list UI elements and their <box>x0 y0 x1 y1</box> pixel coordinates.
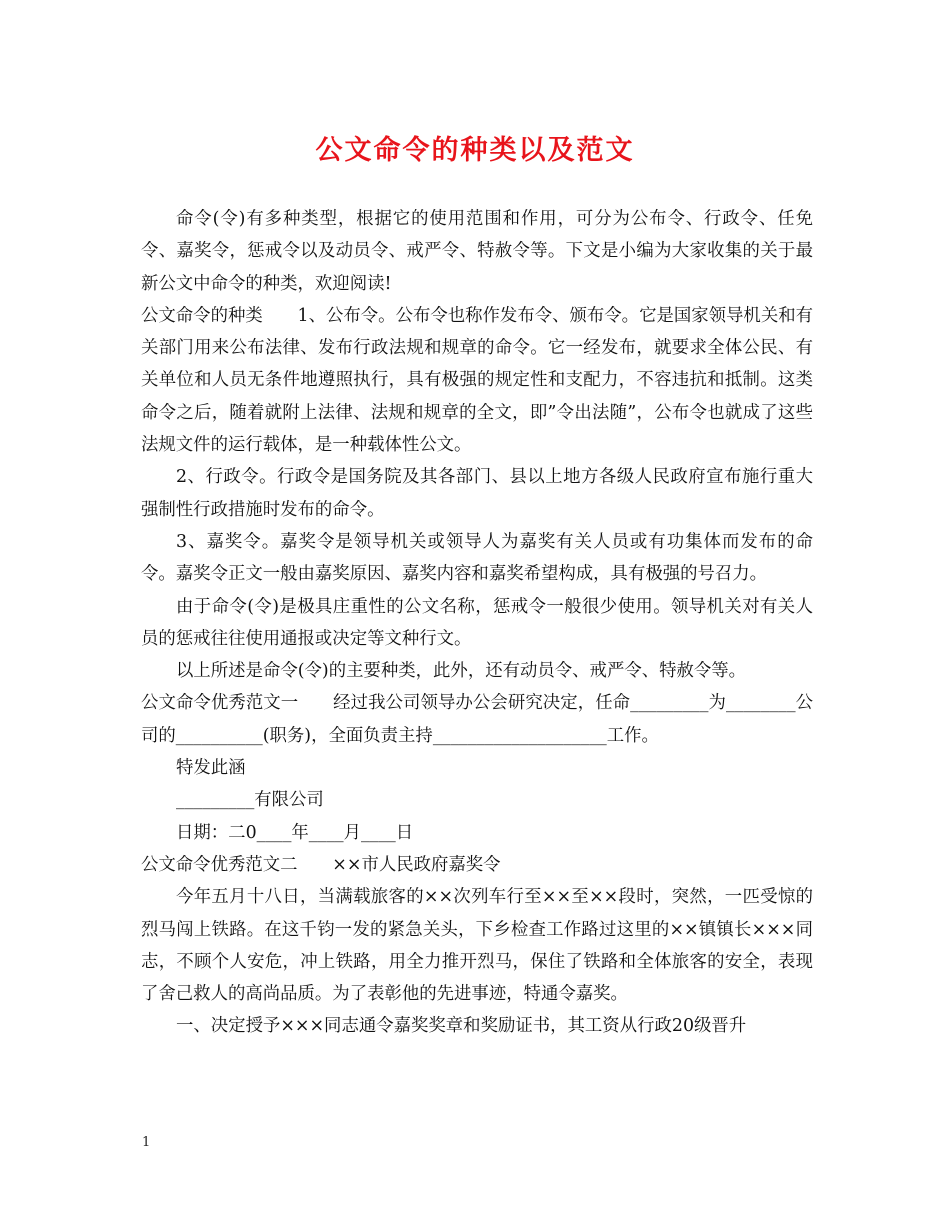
paragraph-intro: 命令(令)有多种类型，根据它的使用范围和作用，可分为公布令、行政令、任免令、嘉奖令，惩戒令以及动员令、戒严令、特赦令等。下文是小编为大家收集的关于最新公文中命令的种类，欢迎阅读! <box>141 209 813 294</box>
paragraph-disciplinary-order: 由于命令(令)是极具庄重性的公文名称，惩戒令一般很少使用。领导机关对有关人员的惩戒往往使用通报或决定等文种行文。 <box>141 596 813 649</box>
page-number: 1 <box>142 1135 151 1150</box>
document-title: 公文命令的种类以及范文 <box>315 135 635 166</box>
paragraph-summary: 以上所述是命令(令)的主要种类，此外，还有动员令、戒严令、特赦令等。 <box>176 661 747 682</box>
document-body <box>141 203 813 1043</box>
paragraph-decision-one: 一、决定授予×××同志通令嘉奖奖章和奖励证书，其工资从行政20级晋升 <box>176 1016 747 1037</box>
paragraph-special-notice: 特发此涵 <box>176 758 246 779</box>
paragraph-commendation-order: 3、嘉奖令。嘉奖令是领导机关或领导人为嘉奖有关人员或有功集体而发布的命令。嘉奖令正文一般由嘉奖原因、嘉奖内容和嘉奖希望构成，具有极强的号召力。 <box>141 531 813 585</box>
paragraph-example-two: 公文命令优秀范文二 ××市人民政府嘉奖令 <box>141 854 501 875</box>
paragraph-types-heading: 公文命令的种类 1、公布令。公布令也称作发布令、颁布令。它是国家领导机关和有关部门用来公布法律、发布行政法规和规章的命令。它一经发布，就要求全体公民、有关单位和人员无条件地遵照执行，具有极强的规定性和支配力，不容违抗和抵制。这类命令之后，随着就附上法律、法规和规章的全文，即”令出法随”，公布令也就成了这些法规文件的运行载体，是一种载体性公文。 <box>141 305 813 456</box>
paragraph-administrative-order: 2、行政令。行政令是国务院及其各部门、县以上地方各级人民政府宣布施行重大强制性行政措施时发布的命令。 <box>141 467 813 520</box>
paragraph-date: 日期：二0____年____月____日 <box>176 822 414 843</box>
paragraph-company-signature: _________有限公司 <box>176 790 324 811</box>
paragraph-example-two-body: 今年五月十八日，当满载旅客的××次列车行至××至××段时，突然，一匹受惊的烈马闯上铁路。在这千钧一发的紧急关头，下乡检查工作路过这里的××镇镇长×××同志，不顾个人安危，冲上铁路，用全力推开烈马，保住了铁路和全体旅客的安全，表现了舍己救人的高尚品质。为了表彰他的先进事迹，特通令嘉奖。 <box>141 887 813 1005</box>
paragraph-example-one: 公文命令优秀范文一 经过我公司领导办公会研究决定，任命_________为________公司的__________(职务)，全面负责主持____________________工作。 <box>141 693 813 746</box>
